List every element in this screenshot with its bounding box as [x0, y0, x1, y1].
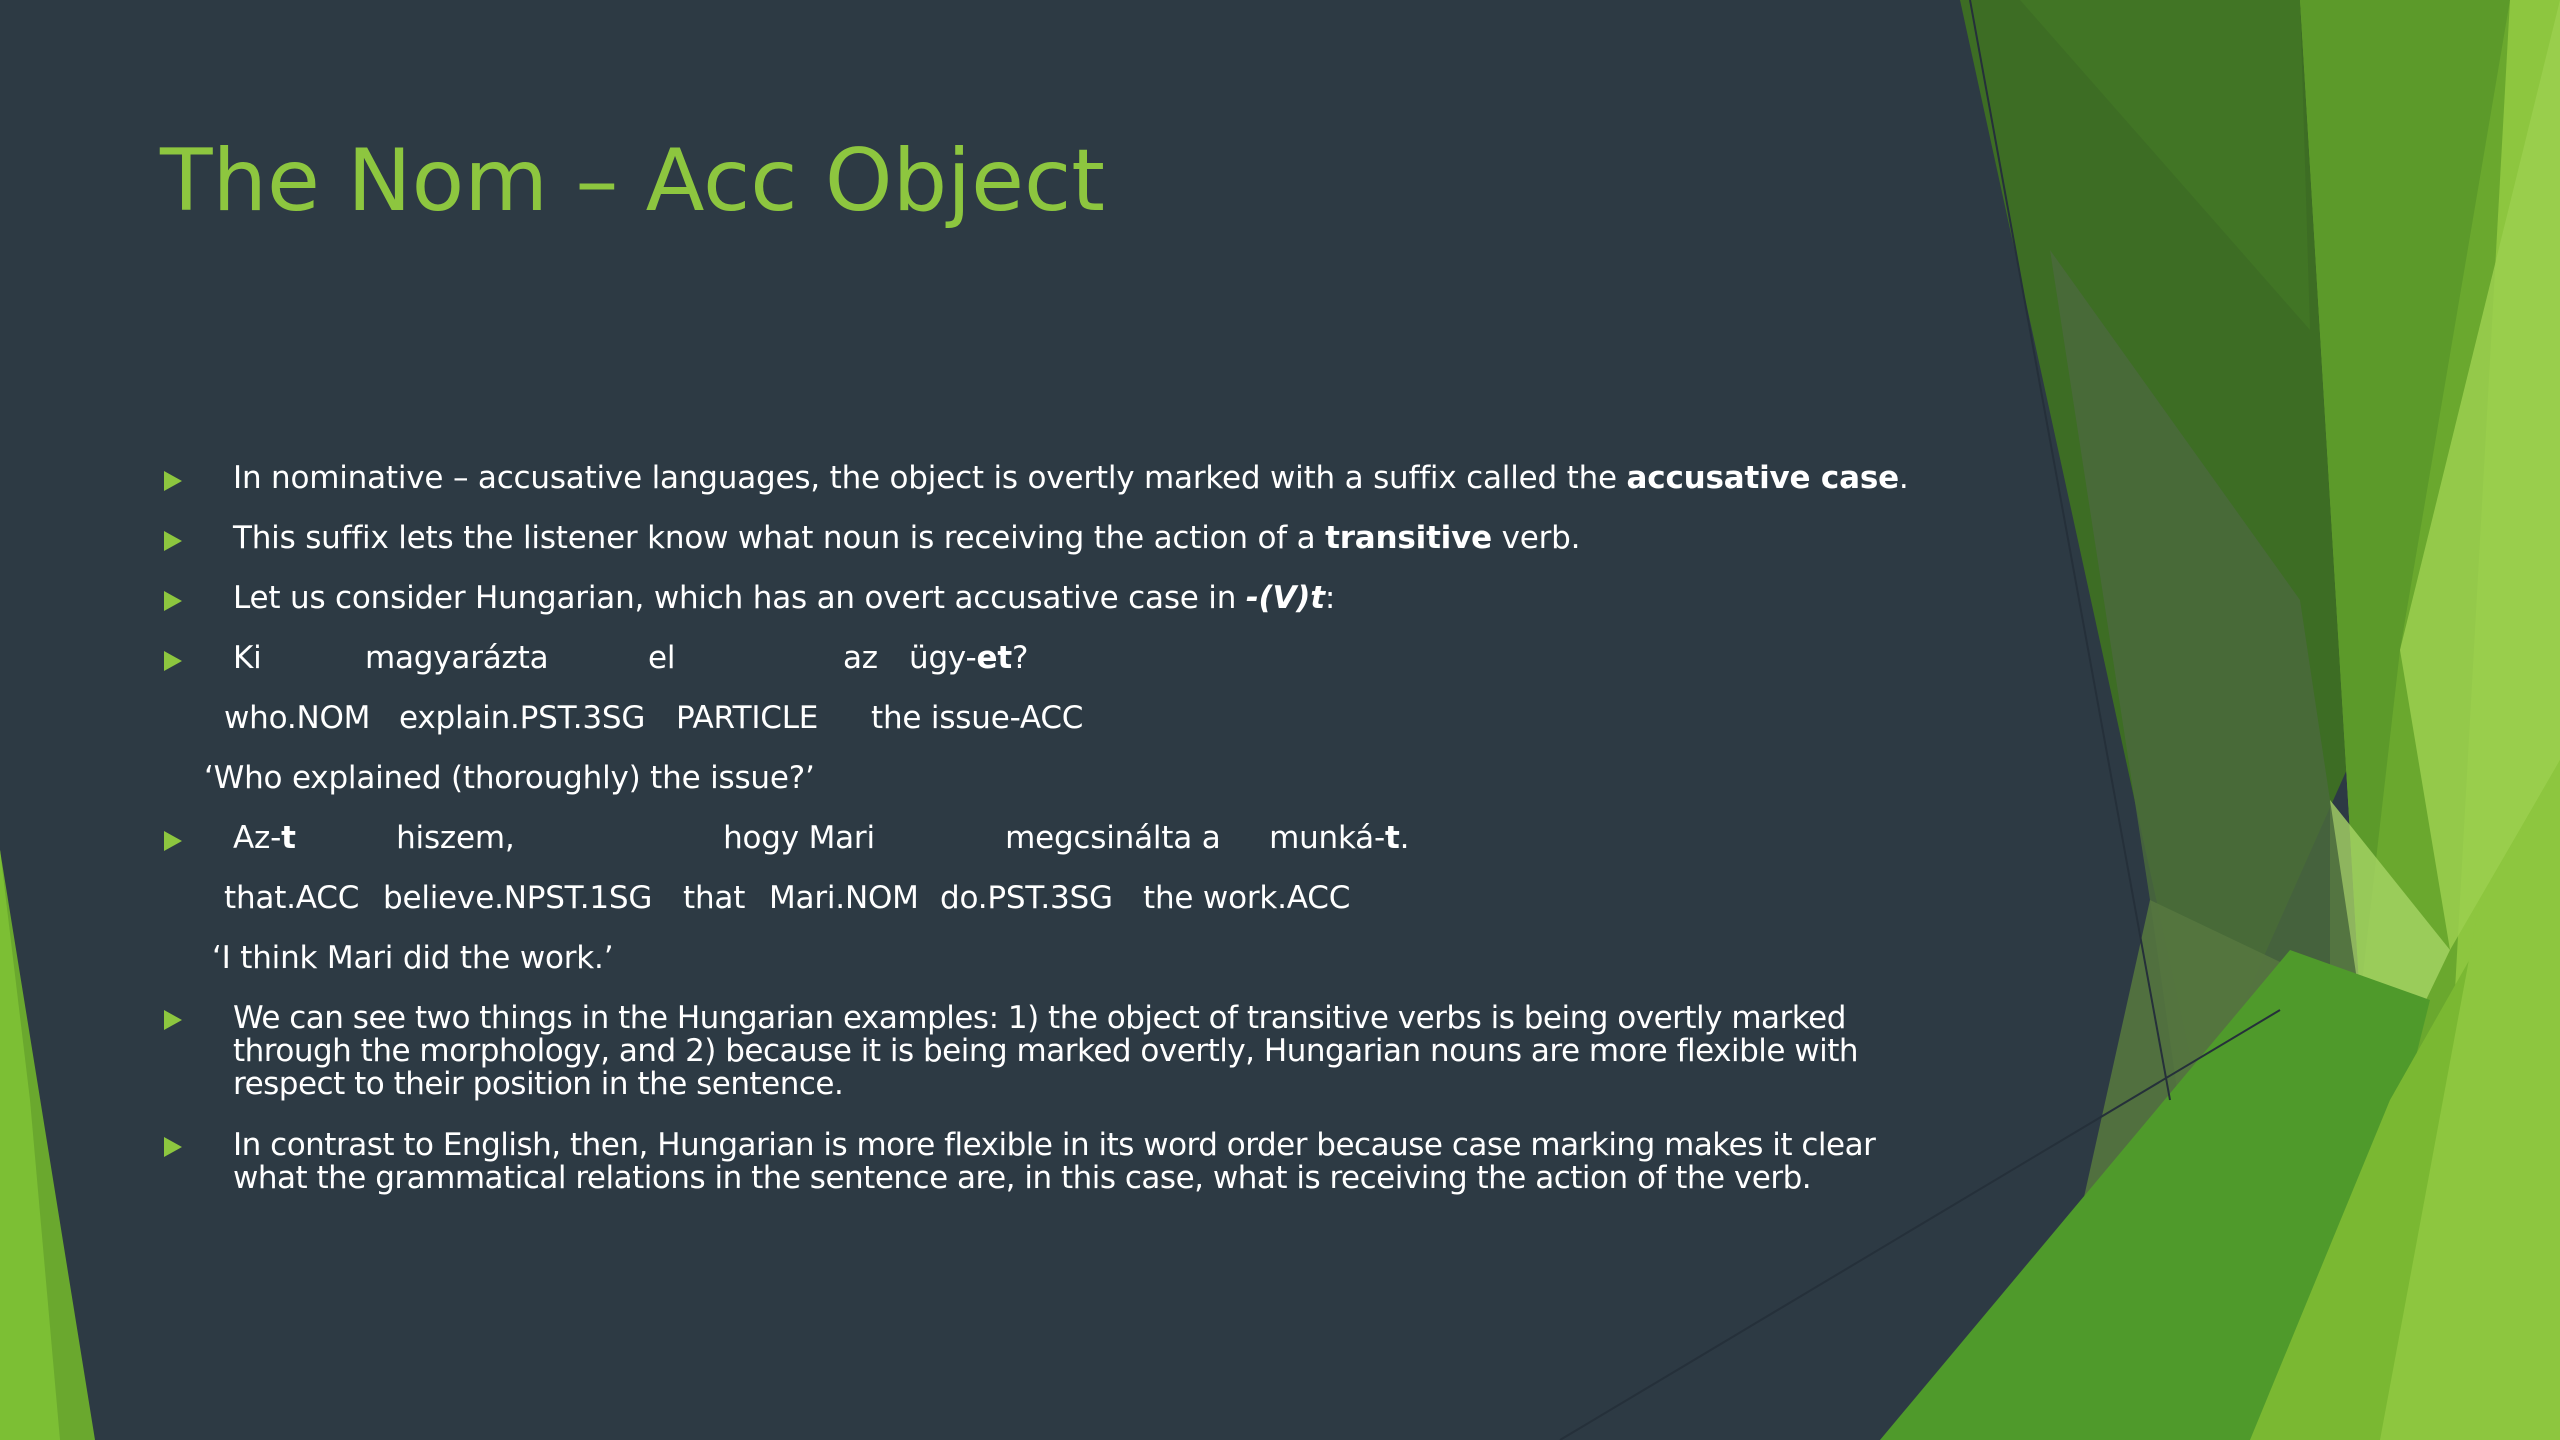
bullet-arrow-icon	[164, 651, 182, 671]
bullet-arrow-icon	[164, 1010, 182, 1030]
bullet-end: :	[1324, 580, 1336, 616]
gloss-item: do.PST.3SG	[940, 880, 1113, 916]
example-word: ügy-	[909, 640, 977, 676]
example-translation-2: ‘I think Mari did the work.’	[212, 940, 614, 976]
bullet-arrow-icon	[164, 471, 182, 491]
bold-term: transitive	[1325, 520, 1492, 556]
gloss-item: that.ACC	[224, 880, 360, 916]
bullet-text: We can see two things in the Hungarian examples: 1) the object of transitive verbs is being overtly marked through the morphology, and 2) because it is being marked overtly, Hungarian nouns are more flexible with respect to their position in the sentence.	[233, 1000, 1859, 1102]
example-word: magyarázta	[365, 640, 549, 676]
gloss-item: believe.NPST.1SG	[383, 880, 653, 916]
accusative-suffix: t	[1384, 820, 1400, 856]
bullet-item	[160, 1115, 1920, 1209]
example-word: Az-	[233, 820, 282, 856]
bullet-text: Let us consider Hungarian, which has an overt accusative case in	[233, 580, 1246, 616]
example-gloss-2	[160, 868, 1920, 928]
example-sentence-2	[160, 808, 1920, 868]
bullet-end: .	[1898, 460, 1909, 496]
bullet-item	[160, 568, 1920, 628]
example-word: megcsinálta a	[1005, 820, 1221, 856]
example-punct: .	[1399, 820, 1410, 856]
suffix-term: -(V)t	[1245, 580, 1325, 616]
gloss-item: that	[683, 880, 746, 916]
bullet-arrow-icon	[164, 831, 182, 851]
example-gloss-1	[160, 688, 1920, 748]
gloss-item: who.NOM	[224, 700, 371, 736]
bold-term: accusative case	[1626, 460, 1899, 496]
accusative-suffix: t	[281, 820, 296, 856]
gloss-item: the issue-ACC	[871, 700, 1084, 736]
bullet-item	[160, 988, 1920, 1115]
example-sentence-1	[160, 628, 1920, 688]
bullet-text: In nominative – accusative languages, the object is overtly marked with a suffix called the	[233, 460, 1627, 496]
accusative-suffix: et	[976, 640, 1012, 676]
bullet-arrow-icon	[164, 531, 182, 551]
example-word: el	[648, 640, 676, 676]
gloss-item: Mari.NOM	[769, 880, 919, 916]
example-word: munká-	[1269, 820, 1385, 856]
bullet-arrow-icon	[164, 1137, 182, 1157]
bullet-end: verb.	[1491, 520, 1581, 556]
slide-content	[160, 448, 1920, 1209]
bullet-text: In contrast to English, then, Hungarian is more flexible in its word order because case marking makes it clear what the grammatical relations in the sentence are, in this case, what is receiving the action of the verb.	[233, 1127, 1876, 1196]
gloss-item: PARTICLE	[676, 700, 819, 736]
example-punct: ?	[1011, 640, 1029, 676]
gloss-item: explain.PST.3SG	[399, 700, 646, 736]
gloss-item: the work.ACC	[1143, 880, 1351, 916]
example-word: az	[843, 640, 878, 676]
example-word: Ki	[233, 640, 262, 676]
bullet-item	[160, 448, 1920, 508]
slide-title: The Nom – Acc Object	[160, 131, 1105, 231]
example-word: hiszem,	[396, 820, 515, 856]
bullet-item	[160, 508, 1920, 568]
bullet-text: This suffix lets the listener know what noun is receiving the action of a	[233, 520, 1326, 556]
example-translation-1: ‘Who explained (thoroughly) the issue?’	[204, 760, 815, 796]
example-word: hogy Mari	[723, 820, 875, 856]
bullet-arrow-icon	[164, 591, 182, 611]
